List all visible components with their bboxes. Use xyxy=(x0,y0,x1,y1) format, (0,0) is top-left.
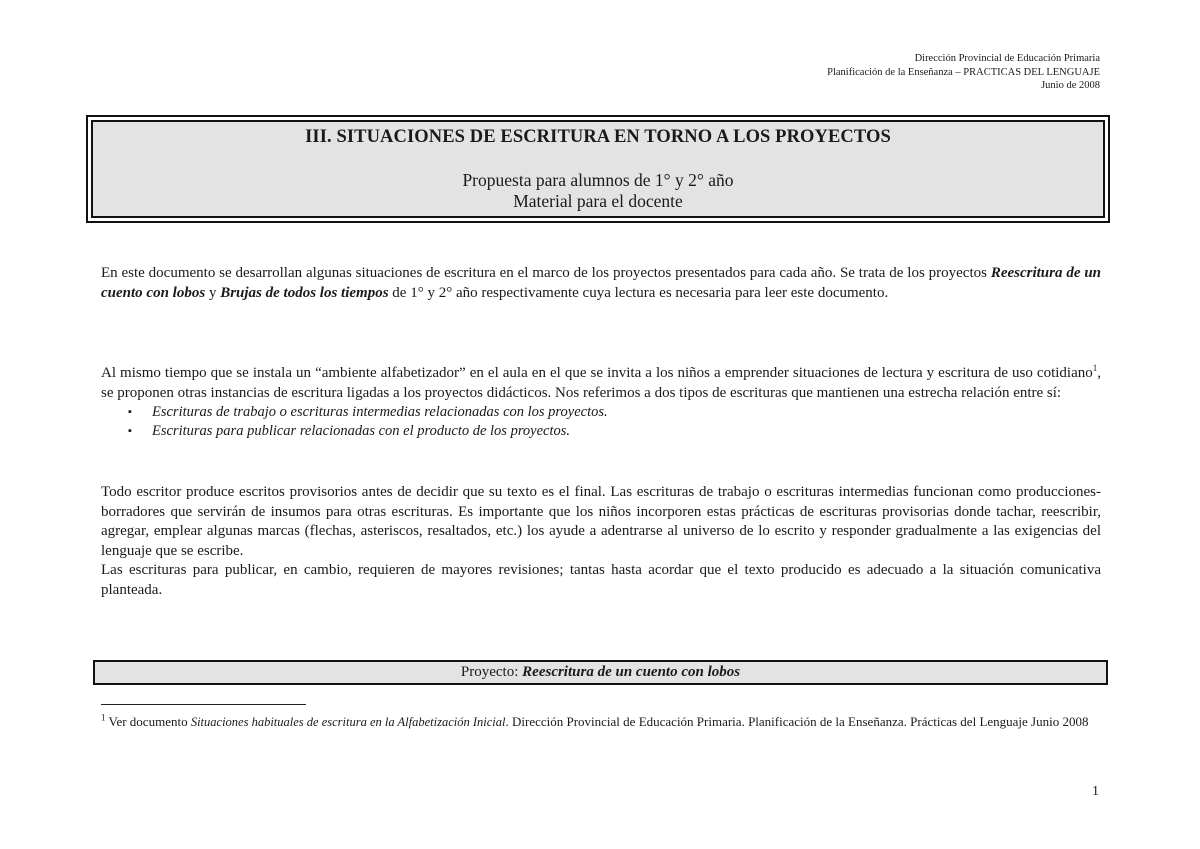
footnote xyxy=(101,713,1101,731)
page-number: 1 xyxy=(1092,784,1099,799)
title-subtitles xyxy=(93,170,1103,212)
project-name-brujas: Brujas de todos los tiempos xyxy=(220,284,389,301)
subtitle-material: Material para el docente xyxy=(513,191,683,211)
paragraph-escritor xyxy=(101,483,1101,600)
title-box xyxy=(86,115,1110,223)
project-label: Proyecto: xyxy=(460,664,519,680)
footnote-ref[interactable]: 1 xyxy=(1092,363,1098,373)
footnote-number: 1 xyxy=(101,712,106,723)
paragraph-intro xyxy=(101,264,1101,303)
square-bullet-icon: ▪ xyxy=(128,406,132,418)
section-title: III. SITUACIONES DE ESCRITURA EN TORNO A LOS PROYECTOS xyxy=(305,127,891,147)
page-header xyxy=(827,52,1100,93)
subtitle-audience: Propuesta para alumnos de 1° y 2° año xyxy=(462,170,734,190)
list-item-text: Escrituras para publicar relacionadas con el producto de los proyectos. xyxy=(152,423,571,439)
footnote-text-c: . Dirección Provincial de Educación Primaria. Planificación de la Enseñanza. Prácticas del Lenguaje Junio 2008 xyxy=(505,714,1089,729)
footnote-divider xyxy=(101,704,306,705)
writing-types-list xyxy=(101,403,1101,441)
escritor-text: Todo escritor produce escritos provisorios antes de decidir que su texto es el final. Las escrituras de trabajo o escrituras intermedias funcionan como producciones-borradores que servirán de insumos para otras escrituras. Es importante que los niños incorporen estas prácticas de escrituras provisorias donde tachar, reescribir, agregar, emplear algunas marcas (flechas, asteriscos, resaltados, etc.) los ayude a adentrarse al universo de lo escrito y responder gradualmente a las exigencias del lenguaje que se escribe. xyxy=(101,484,1101,559)
list-item-text: Escrituras de trabajo o escrituras intermedias relacionadas con los proyectos. xyxy=(152,404,608,420)
square-bullet-icon: ▪ xyxy=(128,425,132,437)
project-title: Reescritura de un cuento con lobos xyxy=(522,664,741,680)
header-line-1: Dirección Provincial de Educación Primaria xyxy=(914,53,1100,64)
project-name-lobos: Reescritura de un cuento con lobos xyxy=(101,265,1102,301)
intro-text-e: de 1° y 2° año respectivamente cuya lectura es necesaria para leer este documento. xyxy=(388,284,889,301)
publicar-text: Las escrituras para publicar, en cambio, requieren de mayores revisiones; tantas hasta acordar que el texto producido es adecuado a la situación comunicativa planteada. xyxy=(101,562,1101,598)
header-line-2: Planificación de la Enseñanza – PRACTICAS DEL LENGUAJE xyxy=(827,66,1100,78)
footnote-text-a: Ver documento xyxy=(105,714,191,729)
list-item xyxy=(128,403,1101,422)
ambiente-text-b: , se proponen otras instancias de escritura ligadas a los proyectos didácticos. Nos referimos a dos tipos de escrituras que mantienen una estrecha relación entre sí: xyxy=(101,365,1101,401)
intro-text-a: En este documento se desarrollan algunas situaciones de escritura en el marco de los proyectos presentados para cada año. Se trata de los proyectos xyxy=(101,265,991,281)
list-item xyxy=(128,422,1101,441)
intro-text-c: y xyxy=(205,284,221,301)
paragraph-ambiente xyxy=(101,364,1101,441)
footnote-doc-title: Situaciones habituales de escritura en la Alfabetización Inicial xyxy=(190,715,506,729)
header-line-3: Junio de 2008 xyxy=(1041,80,1100,91)
title-box-inner xyxy=(91,120,1105,218)
ambiente-text-a: Al mismo tiempo que se instala un “ambiente alfabetizador” en el aula en el que se invita a los niños a emprender situaciones de lectura y escritura de uso cotidiano xyxy=(101,365,1093,381)
project-heading-box xyxy=(93,660,1108,685)
